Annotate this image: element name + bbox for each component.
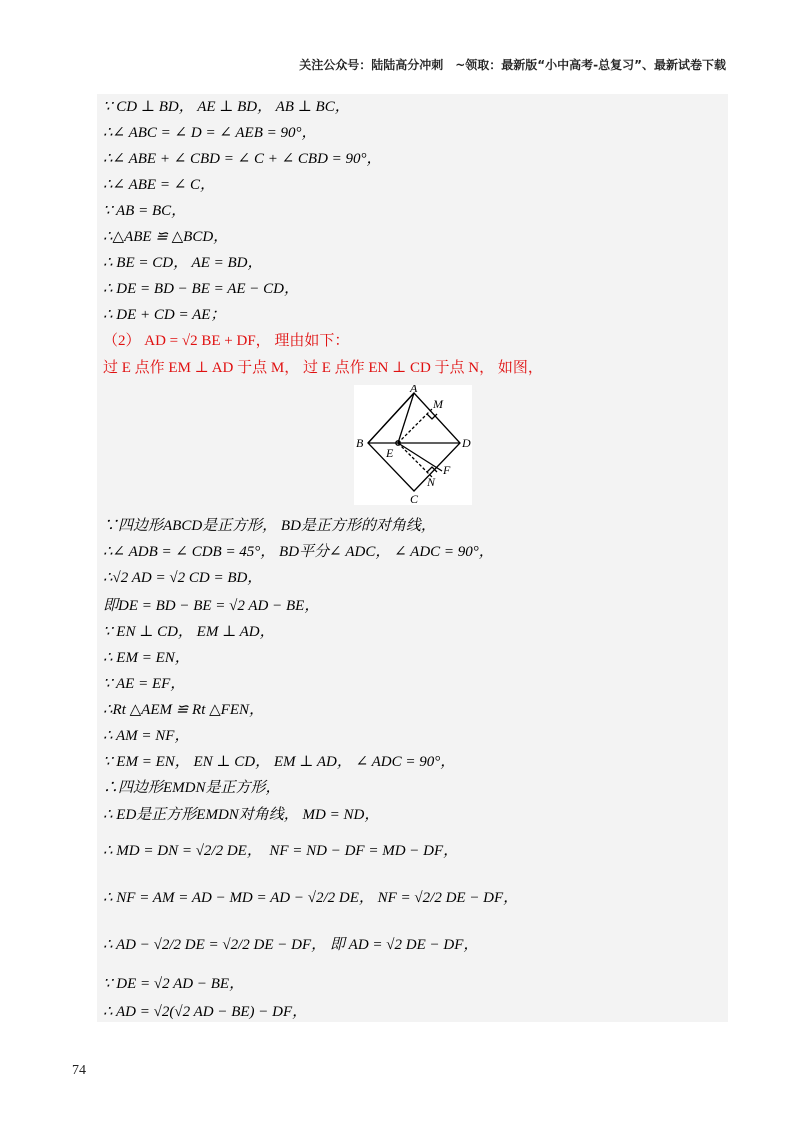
solution-line: ∴∠ ADB = ∠ CDB = 45°， BD平分∠ ADC， ∠ ADC = 90°，: [103, 544, 494, 560]
label-e: E: [386, 446, 394, 460]
solution-line: ∴ DE + CD = AE；: [103, 307, 226, 323]
label-b: B: [356, 436, 364, 450]
label-d: D: [462, 436, 471, 450]
label-m: M: [433, 397, 443, 411]
solution-line: ∵ EN ⊥ CD， EM ⊥ AD，: [103, 624, 275, 640]
label-f: F: [443, 463, 451, 477]
solution-line: ∵四边形ABCD是正方形， BD是正方形的对角线，: [103, 518, 436, 534]
solution-line: ∴ NF = AM = AD − MD = AD − √2/2 DE， NF = √2/2 DE − DF，: [103, 890, 519, 906]
solution-line: 即DE = BD − BE = √2 AD − BE，: [103, 598, 320, 614]
label-c: C: [410, 492, 419, 505]
solution-line: ∴Rt △AEM ≌ Rt △FEN，: [103, 702, 264, 718]
square-diagram-figure: [354, 385, 472, 505]
solution-line: ∵ AE = EF，: [103, 676, 186, 692]
page-number: 74: [72, 1063, 86, 1078]
solution-line: ∴∠ ABC = ∠ D = ∠ AEB = 90°，: [103, 125, 317, 141]
solution-line: ∴ DE = BD − BE = AE − CD，: [103, 281, 299, 297]
solution-line: ∵ DE = √2 AD − BE，: [103, 976, 245, 992]
solution-line-construction: 过 E 点作 EM ⊥ AD 于点 M， 过 E 点作 EN ⊥ CD 于点 N， 如图，: [103, 360, 543, 376]
solution-line: ∴∠ ABE + ∠ CBD = ∠ C + ∠ CBD = 90°，: [103, 151, 382, 167]
solution-line: ∴ EM = EN，: [103, 650, 190, 666]
solution-line: ∴ BE = CD， AE = BD，: [103, 255, 263, 271]
solution-line: ∴ MD = DN = √2/2 DE， NF = ND − DF = MD − DF，: [103, 843, 459, 859]
solution-line: ∵ CD ⊥ BD， AE ⊥ BD， AB ⊥ BC，: [103, 99, 350, 115]
label-n: N: [427, 475, 436, 489]
solution-line-part2-heading: （2） AD = √2 BE + DF， 理由如下：: [103, 333, 350, 349]
solution-line: ∴√2 AD = √2 CD = BD，: [103, 570, 263, 586]
page-header: 关注公众号：陆陆高分冲刺 ~领取：最新版“小中高考-总复习”、最新试卷下载: [299, 58, 726, 72]
segment-ef: [398, 443, 442, 471]
square-diagram: [354, 385, 472, 505]
solution-line: ∴ AD = √2(√2 AD − BE) − DF，: [103, 1004, 308, 1020]
solution-line: ∴ ED是正方形EMDN对角线， MD = ND，: [103, 807, 380, 823]
label-a: A: [410, 385, 418, 395]
solution-line: ∴∠ ABE = ∠ C，: [103, 177, 216, 193]
solution-line: ∵ AB = BC，: [103, 203, 187, 219]
solution-line: ∴ AD − √2/2 DE = √2/2 DE − DF， 即 AD = √2 DE − DF，: [103, 937, 479, 953]
solution-line: ∴ AM = NF，: [103, 728, 190, 744]
solution-line: ∵ EM = EN， EN ⊥ CD， EM ⊥ AD， ∠ ADC = 90°，: [103, 754, 456, 770]
side-ab: [368, 393, 414, 443]
solution-line: ∴四边形EMDN是正方形，: [103, 780, 281, 796]
solution-line: ∴△ABE ≌ △BCD，: [103, 229, 229, 245]
